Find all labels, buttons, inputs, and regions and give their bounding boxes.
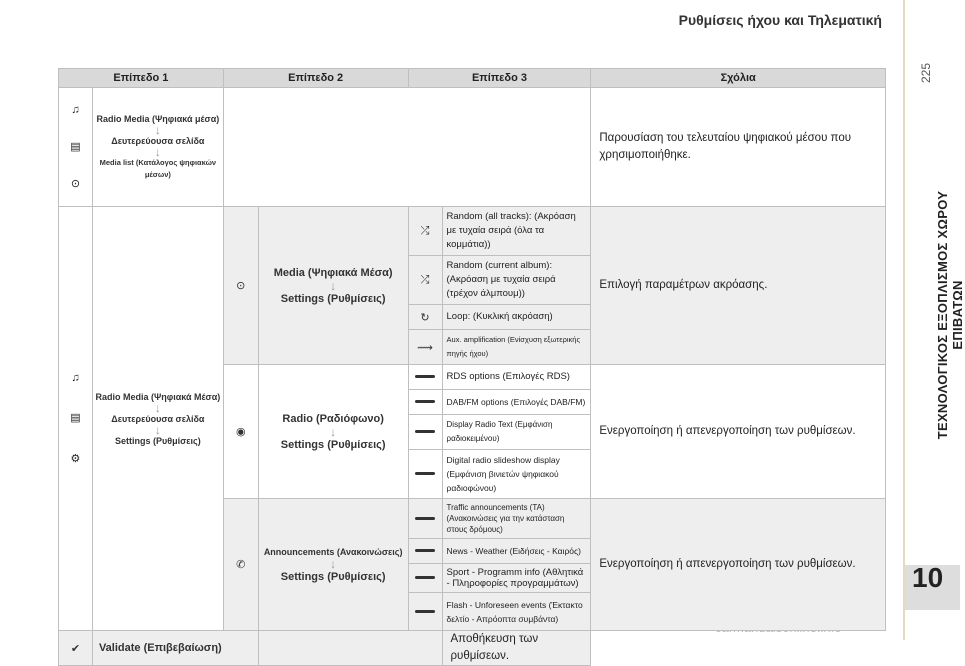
validate-comment: Αποθήκευση των ρυθμίσεων.	[442, 631, 591, 666]
toggle-switch-icon[interactable]	[415, 430, 435, 433]
shuffle-all-icon[interactable]: ⤮	[420, 224, 430, 237]
announcements-level2	[258, 499, 408, 631]
row1-level1	[92, 88, 223, 207]
toggle-cell	[408, 593, 442, 631]
radio-icon: ◉	[235, 426, 246, 438]
toggle-cell	[408, 499, 442, 539]
table-row	[59, 88, 886, 207]
toggle-switch-icon[interactable]	[415, 472, 435, 475]
header-level2: Επίπεδο 2	[223, 69, 408, 88]
option-dab-fm[interactable]: DAB/FM options (Επιλογές DAB/FM)	[442, 390, 591, 415]
row1-icons	[59, 88, 93, 207]
toggle-cell	[408, 390, 442, 415]
settings-table	[58, 68, 886, 666]
level2-label: Radio (Ραδιόφωνο)	[282, 412, 384, 425]
toggle-cell	[408, 564, 442, 593]
radio-media-icon: ♫	[71, 104, 80, 116]
option-aux[interactable]: Aux. amplification (Ενίσχυση εξωτερικής πηγής ήχου)	[442, 330, 591, 365]
chapter-number: 10	[912, 562, 944, 593]
group-level1	[92, 207, 223, 631]
shuffle-icon[interactable]: ⤮	[420, 273, 430, 286]
option-loop[interactable]: Loop: (Κυκλική ακρόαση)	[442, 305, 591, 330]
row1-empty	[223, 88, 591, 207]
level1-label: Radio Media (Ψηφιακά Μέσα)	[95, 391, 221, 402]
arrow-down-icon: ↓	[330, 556, 337, 571]
page-header-title: Ρυθμίσεις ήχου και Τηλεματική	[678, 12, 882, 28]
shuffle-all-icon-cell	[408, 207, 442, 256]
media-icon-cell	[223, 207, 258, 365]
group-icons	[59, 207, 93, 631]
table-row	[59, 207, 886, 256]
level2-label: Media (Ψηφιακά Μέσα)	[273, 266, 393, 279]
announcements-comment: Ενεργοποίηση ή απενεργοποίηση των ρυθμίσεων.	[591, 499, 886, 631]
checkmark-icon[interactable]: ✔	[70, 642, 81, 655]
loop-icon[interactable]: ↻	[420, 311, 430, 324]
toggle-switch-icon[interactable]	[415, 576, 435, 579]
level1-label: Δευτερεύουσα σελίδα	[111, 136, 205, 146]
level1-label: Radio Media (Ψηφιακά μέσα)	[96, 114, 220, 124]
toggle-switch-icon[interactable]	[415, 517, 435, 520]
radio-level2	[258, 365, 408, 499]
radio-media-icon: ♫	[71, 372, 80, 385]
option-random-all[interactable]: Random (all tracks): (Ακρόαση με τυχαία σειρά (όλα τα κομμάτια))	[442, 207, 591, 256]
toggle-cell	[408, 539, 442, 564]
validate-empty	[258, 631, 442, 666]
aux-amplification-icon[interactable]: ⟿	[417, 341, 433, 354]
side-section-title: ΤΕΧΝΟΛΟΓΙΚΟΣ ΕΞΟΠΛΙΣΜΟΣ ΧΩΡΟΥ ΕΠΙΒΑΤΩΝ	[935, 190, 965, 440]
header-level3: Επίπεδο 3	[408, 69, 591, 88]
watermark: carmanualsonline.info	[715, 620, 842, 635]
arrow-down-icon: ↓	[154, 123, 161, 137]
header-comments: Σχόλια	[591, 69, 886, 88]
radio-icon-cell	[223, 365, 258, 499]
margin-rule	[903, 0, 905, 640]
table-row	[59, 631, 886, 666]
toggle-switch-icon[interactable]	[415, 610, 435, 613]
option-sport[interactable]: Sport - Programm info (Αθλητικά - Πληροφορίες προγραμμάτων)	[442, 564, 591, 593]
toggle-cell	[408, 415, 442, 450]
toggle-switch-icon[interactable]	[415, 549, 435, 552]
media-icon: ⊙	[236, 280, 246, 292]
option-flash[interactable]: Flash - Unforeseen events (Έκτακτο δελτίο - Απρόοπτα συμβάντα)	[442, 593, 591, 631]
table-header-row	[59, 69, 886, 88]
option-rds[interactable]: RDS options (Επιλογές RDS)	[442, 365, 591, 390]
toggle-switch-icon[interactable]	[415, 400, 435, 403]
level2-label: Announcements (Ανακοινώσεις)	[263, 546, 403, 557]
level2-label: Settings (Ρυθμίσεις)	[280, 292, 386, 305]
option-radio-text[interactable]: Display Radio Text (Εμφάνιση ραδιοκειμένου)	[442, 415, 591, 450]
announcements-icon-cell	[223, 499, 258, 631]
media-level2	[258, 207, 408, 365]
toggle-cell	[408, 365, 442, 390]
option-random-album[interactable]: Random (current album): (Ακρόαση με τυχαία σειρά (τρέχον άλμπουμ))	[442, 256, 591, 305]
validate-icon-cell	[59, 631, 93, 666]
radio-comment: Ενεργοποίηση ή απενεργοποίηση των ρυθμίσεων.	[591, 365, 886, 499]
media-icon: ⊙	[70, 178, 81, 190]
level2-label: Settings (Ρυθμίσεις)	[280, 570, 386, 583]
option-traffic[interactable]: Traffic announcements (TA) (Ανακοινώσεις για την κατάσταση στους δρόμους)	[442, 499, 591, 539]
loop-icon-cell	[408, 305, 442, 330]
page-number: 225	[919, 62, 933, 84]
toggle-switch-icon[interactable]	[415, 375, 435, 378]
arrow-down-icon: ↓	[330, 278, 337, 293]
level1-label: Δευτερεύουσα σελίδα	[111, 413, 205, 424]
arrow-down-icon: ↓	[154, 145, 161, 159]
secondary-page-icon: ▤	[70, 141, 81, 153]
arrow-down-icon: ↓	[330, 424, 337, 439]
option-slideshow[interactable]: Digital radio slideshow display (Εμφάνιση βινιετών ψηφιακού ραδιοφώνου)	[442, 450, 591, 499]
arrow-down-icon: ↓	[154, 400, 161, 415]
shuffle-album-icon-cell	[408, 256, 442, 305]
header-level1: Επίπεδο 1	[59, 69, 224, 88]
row1-comment: Παρουσίαση του τελευταίου ψηφιακού μέσου που χρησιμοποιήθηκε.	[591, 88, 886, 207]
settings-icon: ⚙	[70, 452, 81, 465]
toggle-cell	[408, 450, 442, 499]
level1-label: Media list (Κατάλογος ψηφιακών μέσων)	[99, 158, 217, 179]
option-news-weather[interactable]: News - Weather (Ειδήσεις - Καιρός)	[442, 539, 591, 564]
media-comment: Επιλογή παραμέτρων ακρόασης.	[591, 207, 886, 365]
arrow-down-icon: ↓	[154, 422, 161, 437]
aux-icon-cell	[408, 330, 442, 365]
validate-label[interactable]: Validate (Επιβεβαίωση)	[92, 631, 258, 666]
level2-label: Settings (Ρυθμίσεις)	[280, 438, 386, 451]
secondary-page-icon: ▤	[70, 412, 81, 425]
level1-label: Settings (Ρυθμίσεις)	[115, 435, 201, 446]
announcement-icon: ✆	[236, 559, 246, 571]
